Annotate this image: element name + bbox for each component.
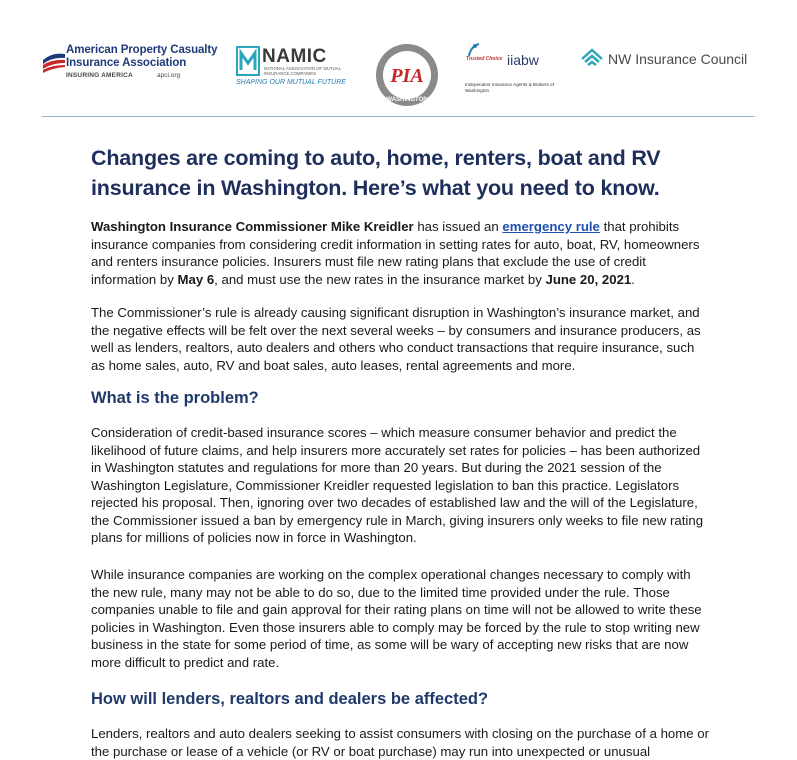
apci-tagline: INSURING AMERICA: [66, 72, 133, 79]
disruption-paragraph: The Commissioner’s rule is already causing significant disruption in Washington’s insurance market, and the negative effects will be felt over the next several weeks – by consumers and insurance producers, as well as lenders, realtors, auto dealers and others who conduct transactions that require insurance, such as home sales, auto, RV and boat sales, auto leases, rental agreements and more.: [91, 305, 701, 373]
intro-text-2: that prohibits insurance companies from considering credit information in setting rates for auto, boat, RV, homeowners and renters insurance policies. Insurers must file new rating plans that exclude the use of credit information by: [91, 219, 700, 287]
namic-fullname: NATIONAL ASSOCIATION OF MUTUAL INSURANCE COMPANIES: [264, 66, 341, 76]
us-flag-swoosh-icon: [42, 48, 66, 74]
trusted-choice-badge: Trusted Choice: [466, 56, 503, 62]
nwic-wordmark: NW Insurance Council: [608, 51, 748, 67]
intro-text-3: , and must use the new rates in the insurance market by: [214, 271, 546, 287]
iiabw-logo: [463, 42, 558, 98]
apci-name-line1: American Property Casualty: [66, 44, 218, 56]
namic-m-icon: [236, 46, 260, 76]
intro-paragraph: [91, 218, 711, 288]
page-title: Changes are coming to auto, home, renters, boat and RV insurance in Washington. Here’s what you need to know.: [91, 146, 661, 200]
pia-seal-icon: [375, 43, 439, 107]
compliance-paragraph: While insurance companies are working on the complex operational changes necessary to comply with the new rule, many may not be able to do so, due to the limited time provided under the rule. Those companies unable to file and gain approval for their rating plans on time will not be allowed to write these policies in Washington. Even those insurers able to comply may be forced by the rule to stop writing new business in the state for some period of time, as some will be wary of accepting new risks that are now more difficult to predict and rate.: [91, 567, 702, 670]
lenders-paragraph: Lenders, realtors and auto dealers seeking to assist consumers with closing on the purchase of a home or the purchase or lease of a vehicle (or RV or boat purchase) may run into unexpected or unusual: [91, 726, 709, 759]
iiabw-wordmark: iiabw: [507, 52, 539, 68]
intro-date-1: May 6: [177, 271, 215, 287]
logo-header: [0, 0, 797, 116]
intro-text-4: .: [631, 271, 635, 287]
header-divider: [42, 116, 755, 117]
pia-letters: PIA: [390, 65, 424, 87]
pia-ring-text: WASHINGTON: [386, 97, 428, 103]
intro-text-1: has issued an: [413, 219, 503, 234]
nwic-roof-icon: [580, 47, 604, 71]
namic-wordmark: NAMIC: [262, 46, 327, 67]
namic-tagline: SHAPING OUR MUTUAL FUTURE: [236, 79, 346, 86]
apci-name-line2: Insurance Association: [66, 57, 187, 69]
apci-site: apci.org: [157, 72, 181, 79]
nw-insurance-council-logo: [580, 47, 760, 73]
pia-washington-logo: [375, 43, 439, 107]
emergency-rule-link[interactable]: emergency rule: [502, 219, 600, 234]
namic-logo: [236, 46, 351, 90]
intro-lead: Washington Insurance Commissioner Mike Kreidler: [91, 219, 414, 234]
intro-date-2: June 20, 2021: [545, 271, 632, 287]
iiabw-fullname: Independent Insurance Agents & Brokers of Washington: [465, 82, 554, 93]
problem-paragraph: Consideration of credit-based insurance scores – which measure consumer behavior and predict the likelihood of future claims, and help insurers more accurately set rates for policies – has been authorized in Washington statutes and regulations for more than 20 years. But during the 2021 session of the Washington Legislature, Commissioner Kreidler requested legislation to ban this practice. Legislators rejected his proposal. Then, ignoring over two decades of established law and the will of the Legislature, the Commissioner issued a ban by emergency rule in March, giving insurers only weeks to file new rating plans for millions of policies now in force in Washington.: [91, 425, 704, 545]
section-heading-lenders: How will lenders, realtors and dealers be affected?: [91, 690, 489, 708]
section-heading-problem: What is the problem?: [91, 389, 259, 407]
apci-logo: [42, 44, 218, 84]
